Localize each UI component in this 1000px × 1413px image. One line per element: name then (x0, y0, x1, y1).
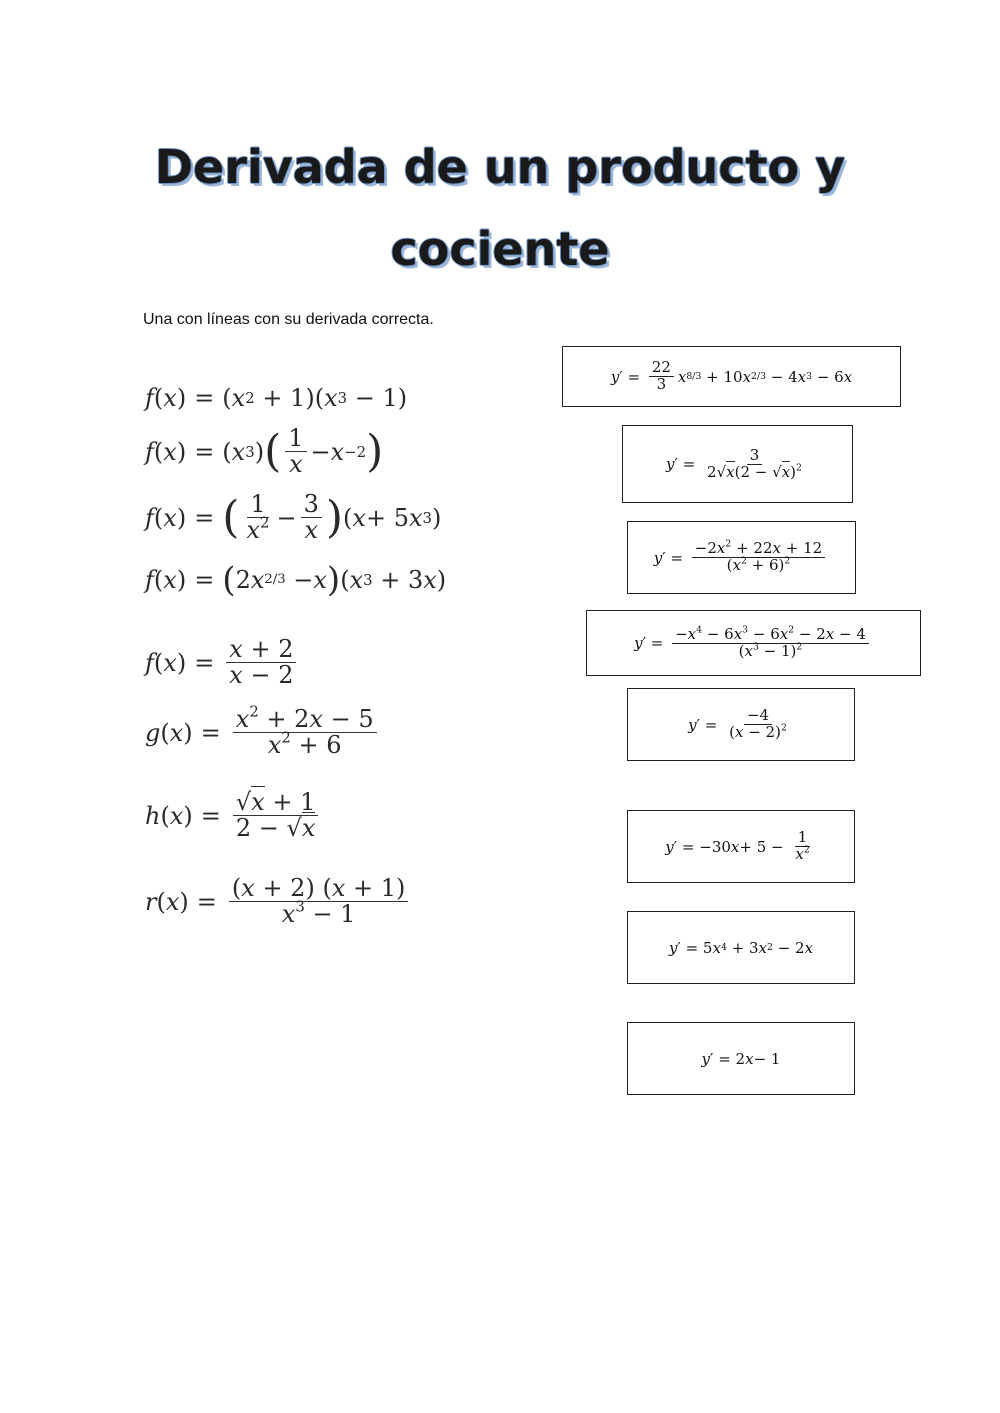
derivative-box-2[interactable]: y ′ = $\frac{3}{2√x(2 - √x)^2}$ (622, 425, 853, 503)
derivative-box-6[interactable]: y ′ = −30 x + 5 − $\frac{1}{x^2}$ (627, 810, 855, 883)
function-1[interactable]: f ( x ) = ( x 2 + 1)( x 3 − 1) (145, 384, 408, 412)
derivative-box-5[interactable]: y ′ = $\frac{-4}{(x - 2)^2}$ (627, 688, 855, 761)
function-3[interactable]: f ( x ) = ( $\frac{1}{x^2}$ − $\frac{3}{x}$ ) ( x + 5 x 3 ) (145, 490, 442, 545)
derivative-box-8[interactable]: y ′ = 2 x − 1 (627, 1022, 855, 1095)
function-4[interactable]: f ( x ) = ( 2 x 2/3 − x ) ( x 3 + 3 x ) (145, 560, 447, 600)
function-8[interactable]: r ( x ) = $\frac{(x + 2) (x + 1)}{x^3 - 1}$ (145, 876, 412, 927)
function-6[interactable]: g ( x ) = $\frac{x^2 + 2x - 5}{x^2 + 6}$ (145, 707, 381, 758)
derivative-box-1[interactable]: y ′ = $\frac{22}{3}$ x 8/3 + 10 x 2/3 − 4 x 3 − 6 x (562, 346, 901, 407)
function-2[interactable]: f ( x ) = ( x 3 ) ( $\frac{1}{x}$ − x −2 ) (145, 424, 384, 479)
derivative-box-3[interactable]: y ′ = $\frac{-2x^2 + 22x + 12}{(x^2 + 6)^2}$ (627, 521, 856, 594)
page-title-line2: cociente (390, 222, 610, 276)
page-title: Derivada de un producto y (154, 140, 846, 194)
function-5[interactable]: f ( x ) = $\frac{x + 2}{x - 2}$ (145, 637, 300, 688)
function-7[interactable]: h ( x ) = $\frac{√x + 1}{2 - √x}$ (145, 790, 322, 841)
derivative-box-4[interactable]: y ′ = $\frac{-x^4 - 6x^3 - 6x^2 - 2x - 4}{(x^3 - 1)^2}$ (586, 610, 921, 676)
instruction-text: Una con líneas con su derivada correcta. (143, 311, 434, 328)
derivative-box-7[interactable]: y ′ = 5 x 4 + 3 x 2 − 2 x (627, 911, 855, 984)
